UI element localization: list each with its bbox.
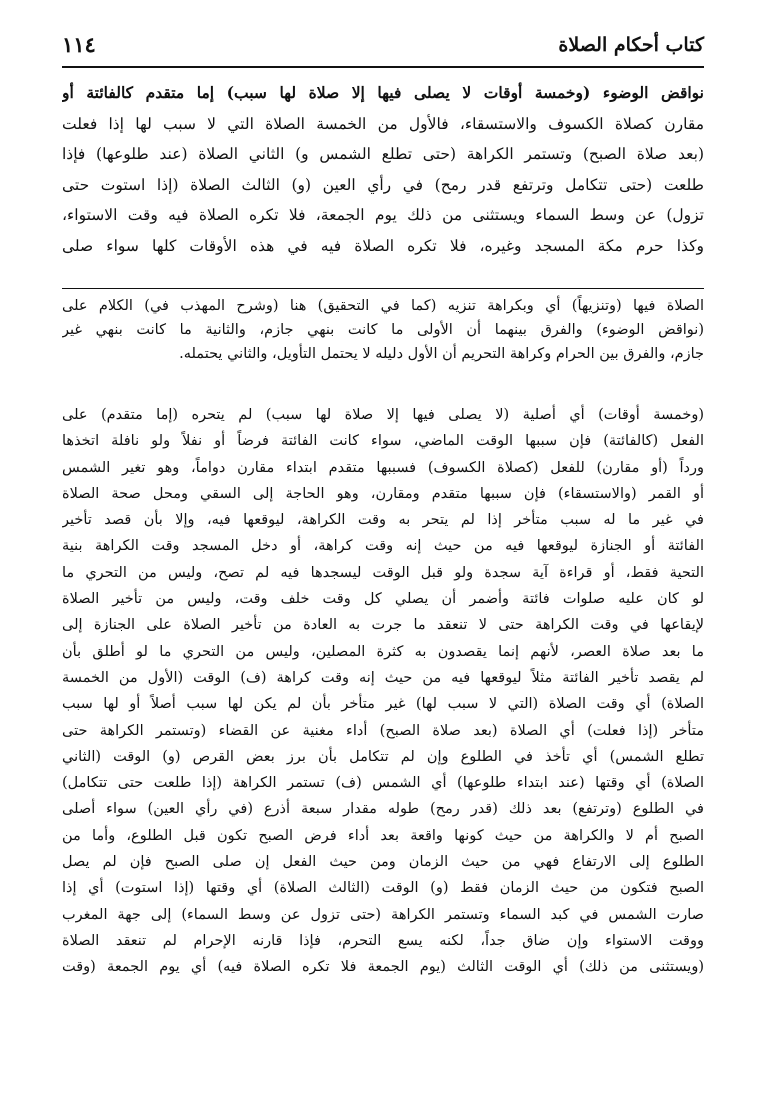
text-line: (بعد صلاة الصبح) وتستمر الكراهة (حتى تطلع الشمس و) الثاني الصلاة (عند طلوعها) فإذا (62, 145, 704, 163)
text-line: أو القمر (والاستسقاء) فإن سببها متقدم ومقارن، وهو الحاجة إلى السقي ومحل صحة الصلاة (62, 485, 704, 502)
text-line: (وخمسة أوقات) أي أصلية (لا يصلى فيها إلا صلاة لها سبب) لم يتحره (إما متقدم) على (62, 407, 704, 423)
text-line: لو كان عليه صلوات فائتة وأضمر أن يصلي كل وقت خلف وقت، وليس من تأخير الصلاة (62, 591, 704, 608)
text-line: التحية فقط، أو قراءة آية سجدة ولو قبل الوقت ليسجدها فيه لم تصح، وليس من التحري ما (62, 564, 704, 581)
text-line: (ويستثنى من ذلك) أي الوقت الثالث (يوم الجمعة فلا تكره الصلاة فيه) أي يوم الجمعة (وقت (62, 959, 704, 976)
page-header (62, 30, 704, 68)
commentary-block-1 (62, 294, 704, 366)
separator-rule (62, 288, 704, 289)
text-line: وكذا حرم مكة المسجد وغيره، فلا تكره الصلاة فيه في هذه الأوقات كلها سواء صلى (62, 236, 704, 255)
text-line: الصبح فتكون من حيث الزمان فقط (و) الوقت (الثالث الصلاة) أي وقتها (إذا استوت) أي إذا (62, 880, 704, 897)
text-line: لم يقصد تأخير الفائتة مثلاً ليوقعها فيه من حيث إنه وقت كراهة (ف) الوقت (الأول من الخمسة (62, 669, 704, 686)
text-line: ما بعد صلاة العصر، لأنهم إنما يقصدون به كثرة المصلين، وليس من التحري ما لو أطلق بأن (62, 643, 704, 660)
text-line: الفعل (كالفائتة) فإن سببها الوقت الماضي، سواء كانت الفائتة فرضاً أو نفلاً ولو نافلة اتخذها (62, 433, 704, 450)
text-line: نواقض الوضوء (وخمسة أوقات لا يصلى فيها إلا صلاة لها سبب) إما متقدم كالفائتة أو (62, 83, 704, 102)
text-line: ورداً (أو مقارن) للفعل (كصلاة الكسوف) فسببها متقدم ابتداء مقارن دواماً، وهو تغير الشمس (62, 459, 704, 476)
text-line: الصلاة) أي وقت الصلاة (التي لا سبب لها) غير متأخر بأن لم يكن لها سبب أصلاً أو لها سبب (62, 696, 704, 713)
text-line: الفائتة أو الجنازة ليوقعها فيه من حيث إنه وقت كراهة، أو دخل المسجد وقت الكراهة بنية (62, 538, 704, 555)
running-title: كتاب أحكام الصلاة (558, 34, 704, 56)
text-line: مقارن كصلاة الكسوف والاستسقاء، فالأول من الخمسة الصلاة التي لا سبب لها إذا فعلت (62, 114, 704, 133)
text-line: متأخر (إذا فعلت) أي الصلاة (بعد صلاة الصبح) أداء مغنية عن القضاء (وتستمر الكراهة حتى (62, 722, 704, 739)
text-line: في الطلوع (وترتفع) بعد ذلك (قدر رمح) طوله مقدار سبعة أذرع (في رأي العين) سواء أصلى (62, 801, 704, 818)
text-line: الصبح أم لا والكراهة من حيث كونها واقعة بعد أداء فرض الصبح تكون قبل الطلوع، وأما من (62, 827, 704, 844)
text-line: ووقت الاستواء وإن ضاق جداً، لكنه يسع التحرم، فإذا قارنه الإحرام لم تنعقد الصلاة (62, 932, 704, 949)
text-line: لإيقاعها في وقت الكراهة حتى لا تنعقد ما جرت به العادة من تأخير الصلاة على الجنازة إلى (62, 617, 704, 634)
text-line: جازم، والفرق بين الحرام وكراهة التحريم أن الأول دليله لا يحتمل التأويل، والثاني يحتمله. (179, 346, 704, 362)
text-line: تطلع الشمس) أي تأخذ في الطلوع وإن لم تتكامل بأن برز بعض القرص (و) الوقت (الثاني (62, 748, 704, 765)
text-line: في غير ما له سبب متأخر إذا لم يتحر به وقت الكراهة، ليوقعها فيه، وإلا بأن قصد تأخير (62, 512, 704, 529)
matn-text (62, 78, 704, 261)
text-line: الصلاة) أي وقتها (عند ابتداء طلوعها) أي الشمس (ف) تستمر الكراهة (إذا طلعت حتى تتكامل) (62, 775, 704, 792)
page-number: ١١٤ (62, 32, 96, 57)
text-line: الطلوع إلى الارتفاع فهي من حيث الزمان ومن حيث الفعل إن صلى الصبح فإن لم يصل (62, 854, 704, 871)
text-line: (نواقض الوضوء) والفرق بينهما أن الأولى ما كانت بنهي جازم، والثانية ما كانت بنهي غير (62, 322, 704, 338)
text-line: طلعت (حتى تتكامل وترتفع قدر رمح) في رأي العين (و) الثالث الصلاة (إذا استوت حتى (62, 175, 704, 194)
commentary-block-2 (62, 402, 704, 981)
text-line: الصلاة فيها (وتنزيهاً) أي وبكراهة تنزيه (كما في التحقيق) هنا (وشرح المهذب في) الكلام على (62, 298, 704, 314)
text-line: صارت الشمس في كبد السماء وتستمر الكراهة (حتى تزول عن وسط السماء) إلى جهة المغرب (62, 906, 704, 923)
text-line: تزول) عن وسط السماء ويستثنى من ذلك يوم الجمعة، فلا تكره الصلاة فيه وقت الاستواء، (62, 206, 704, 224)
